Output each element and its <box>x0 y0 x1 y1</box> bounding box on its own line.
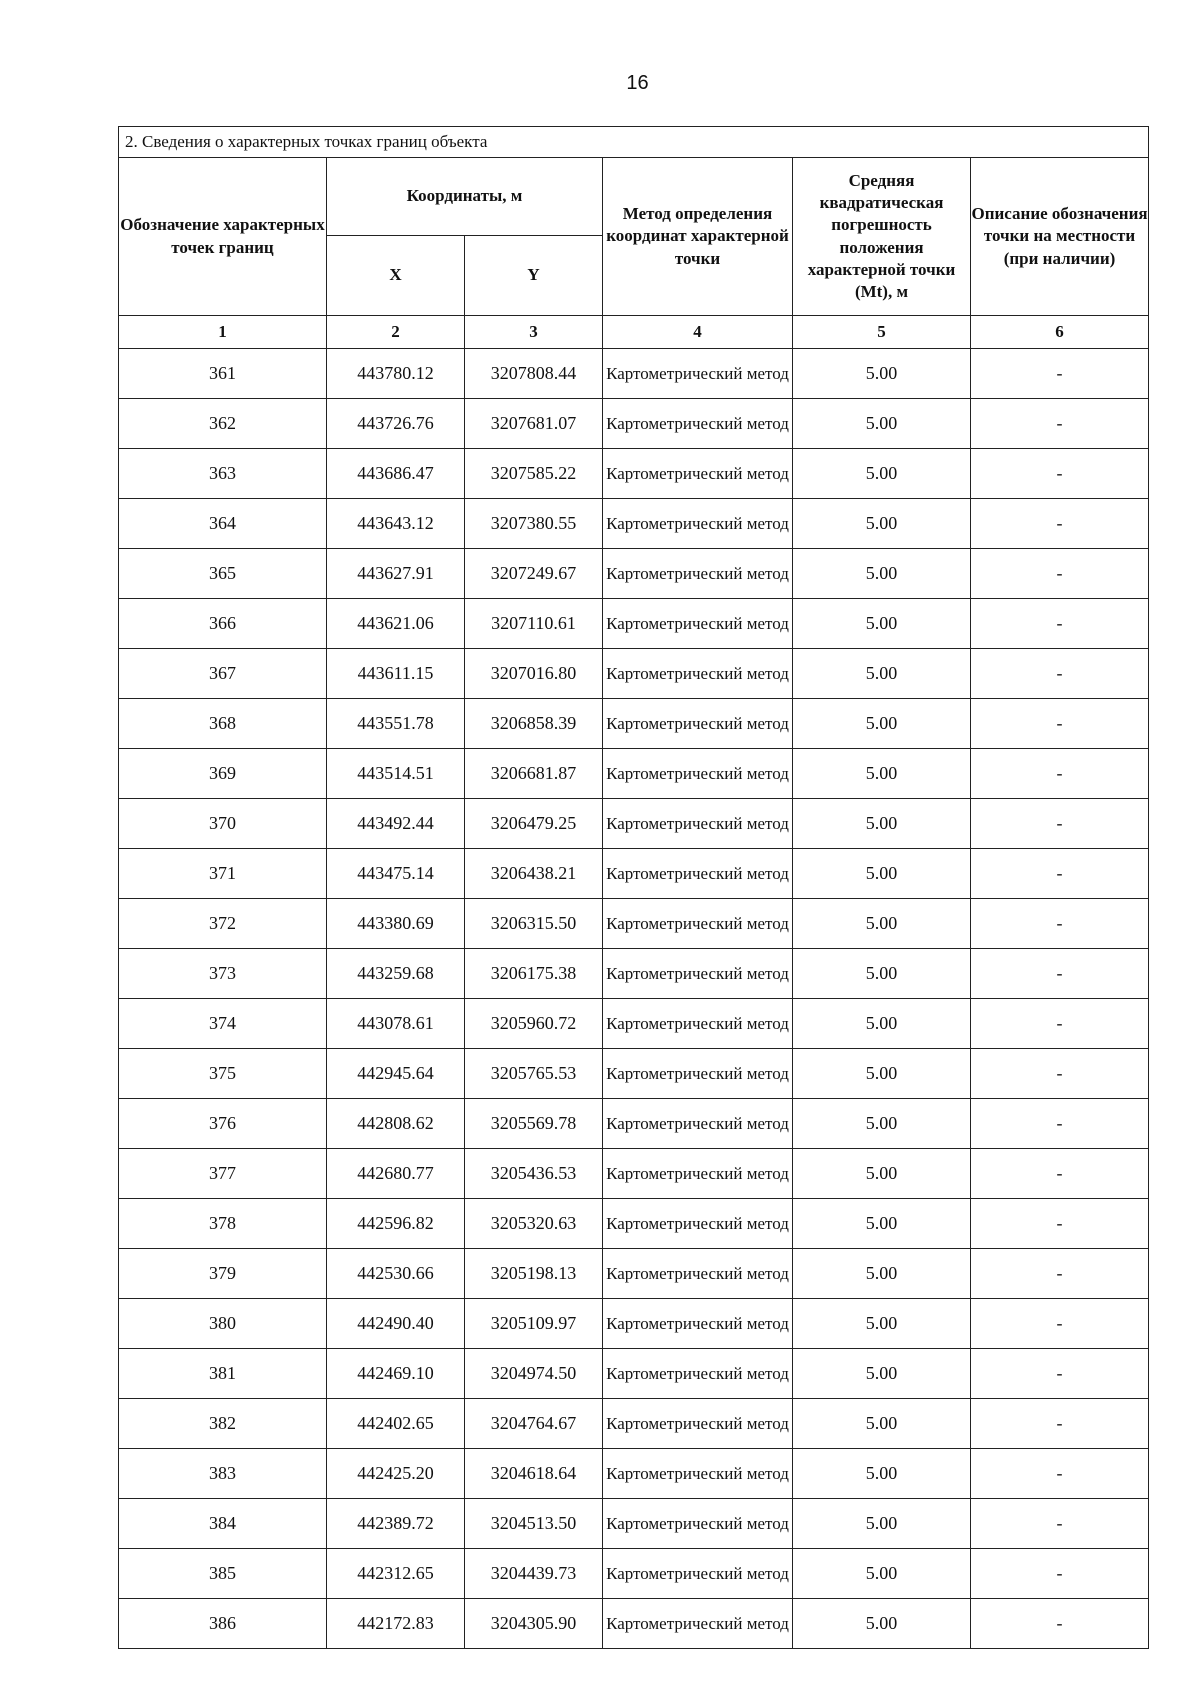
table-row <box>119 1199 1149 1249</box>
error-cell: 5.00 <box>793 399 971 449</box>
description-cell: - <box>971 1499 1149 1549</box>
x-coordinate-cell: 442389.72 <box>327 1499 465 1549</box>
description-cell: - <box>971 649 1149 699</box>
header-y: Y <box>465 236 603 316</box>
x-coordinate-cell: 442945.64 <box>327 1049 465 1099</box>
method-cell: Картометрический метод <box>603 1299 793 1349</box>
table-row <box>119 799 1149 849</box>
point-number-cell: 367 <box>119 649 327 699</box>
x-coordinate-cell: 443621.06 <box>327 599 465 649</box>
boundary-points-table <box>118 126 1149 1649</box>
description-cell: - <box>971 1599 1149 1649</box>
table-row <box>119 499 1149 549</box>
point-number-cell: 365 <box>119 549 327 599</box>
point-number-cell: 385 <box>119 1549 327 1599</box>
x-coordinate-cell: 443078.61 <box>327 999 465 1049</box>
header-description: Описание обозначения точки на местности (при наличии) <box>971 158 1149 316</box>
y-coordinate-cell: 3206438.21 <box>465 849 603 899</box>
method-cell: Картометрический метод <box>603 999 793 1049</box>
header-x: X <box>327 236 465 316</box>
method-cell: Картометрический метод <box>603 1599 793 1649</box>
table-row <box>119 699 1149 749</box>
method-cell: Картометрический метод <box>603 799 793 849</box>
point-number-cell: 363 <box>119 449 327 499</box>
y-coordinate-cell: 3205765.53 <box>465 1049 603 1099</box>
description-cell: - <box>971 349 1149 399</box>
method-cell: Картометрический метод <box>603 1149 793 1199</box>
error-cell: 5.00 <box>793 1549 971 1599</box>
table-row <box>119 1299 1149 1349</box>
description-cell: - <box>971 599 1149 649</box>
y-coordinate-cell: 3207016.80 <box>465 649 603 699</box>
x-coordinate-cell: 442172.83 <box>327 1599 465 1649</box>
error-cell: 5.00 <box>793 1149 971 1199</box>
y-coordinate-cell: 3207585.22 <box>465 449 603 499</box>
point-number-cell: 376 <box>119 1099 327 1149</box>
description-cell: - <box>971 1299 1149 1349</box>
error-cell: 5.00 <box>793 1199 971 1249</box>
point-number-cell: 372 <box>119 899 327 949</box>
description-cell: - <box>971 1249 1149 1299</box>
table-row <box>119 849 1149 899</box>
table-row <box>119 1249 1149 1299</box>
table-row <box>119 1449 1149 1499</box>
method-cell: Картометрический метод <box>603 949 793 999</box>
method-cell: Картометрический метод <box>603 349 793 399</box>
table-row <box>119 1099 1149 1149</box>
x-coordinate-cell: 443514.51 <box>327 749 465 799</box>
description-cell: - <box>971 1099 1149 1149</box>
header-method: Метод определения координат характерной точки <box>603 158 793 316</box>
y-coordinate-cell: 3205436.53 <box>465 1149 603 1199</box>
x-coordinate-cell: 443627.91 <box>327 549 465 599</box>
description-cell: - <box>971 1049 1149 1099</box>
x-coordinate-cell: 442312.65 <box>327 1549 465 1599</box>
x-coordinate-cell: 443643.12 <box>327 499 465 549</box>
method-cell: Картометрический метод <box>603 599 793 649</box>
point-number-cell: 369 <box>119 749 327 799</box>
y-coordinate-cell: 3205198.13 <box>465 1249 603 1299</box>
y-coordinate-cell: 3207681.07 <box>465 399 603 449</box>
point-number-cell: 377 <box>119 1149 327 1199</box>
y-coordinate-cell: 3206681.87 <box>465 749 603 799</box>
table-row <box>119 749 1149 799</box>
method-cell: Картометрический метод <box>603 899 793 949</box>
point-number-cell: 362 <box>119 399 327 449</box>
description-cell: - <box>971 699 1149 749</box>
column-numbers-row <box>119 316 1149 349</box>
error-cell: 5.00 <box>793 499 971 549</box>
method-cell: Картометрический метод <box>603 499 793 549</box>
table-row <box>119 999 1149 1049</box>
point-number-cell: 366 <box>119 599 327 649</box>
point-number-cell: 380 <box>119 1299 327 1349</box>
error-cell: 5.00 <box>793 549 971 599</box>
y-coordinate-cell: 3205320.63 <box>465 1199 603 1249</box>
header-error: Средняя квадратическая погрешность положения характерной точки (Mt), м <box>793 158 971 316</box>
y-coordinate-cell: 3204513.50 <box>465 1499 603 1549</box>
y-coordinate-cell: 3206858.39 <box>465 699 603 749</box>
error-cell: 5.00 <box>793 799 971 849</box>
x-coordinate-cell: 443551.78 <box>327 699 465 749</box>
header-coordinates: Координаты, м <box>327 158 603 236</box>
table-body <box>119 349 1149 1649</box>
header-designation: Обозначение характерных точек границ <box>119 158 327 316</box>
column-number: 5 <box>793 316 971 349</box>
method-cell: Картометрический метод <box>603 749 793 799</box>
x-coordinate-cell: 443726.76 <box>327 399 465 449</box>
x-coordinate-cell: 443611.15 <box>327 649 465 699</box>
description-cell: - <box>971 1549 1149 1599</box>
column-number: 2 <box>327 316 465 349</box>
point-number-cell: 370 <box>119 799 327 849</box>
y-coordinate-cell: 3205109.97 <box>465 1299 603 1349</box>
error-cell: 5.00 <box>793 449 971 499</box>
error-cell: 5.00 <box>793 1449 971 1499</box>
table-row <box>119 449 1149 499</box>
error-cell: 5.00 <box>793 999 971 1049</box>
description-cell: - <box>971 1399 1149 1449</box>
point-number-cell: 373 <box>119 949 327 999</box>
table-row <box>119 599 1149 649</box>
error-cell: 5.00 <box>793 1349 971 1399</box>
description-cell: - <box>971 1449 1149 1499</box>
description-cell: - <box>971 449 1149 499</box>
y-coordinate-cell: 3204439.73 <box>465 1549 603 1599</box>
method-cell: Картометрический метод <box>603 849 793 899</box>
y-coordinate-cell: 3204974.50 <box>465 1349 603 1399</box>
description-cell: - <box>971 1199 1149 1249</box>
table-row <box>119 1399 1149 1449</box>
table-row <box>119 949 1149 999</box>
method-cell: Картометрический метод <box>603 1499 793 1549</box>
description-cell: - <box>971 799 1149 849</box>
method-cell: Картометрический метод <box>603 549 793 599</box>
method-cell: Картометрический метод <box>603 1549 793 1599</box>
error-cell: 5.00 <box>793 899 971 949</box>
description-cell: - <box>971 749 1149 799</box>
description-cell: - <box>971 1149 1149 1199</box>
point-number-cell: 382 <box>119 1399 327 1449</box>
error-cell: 5.00 <box>793 1599 971 1649</box>
table-row <box>119 1149 1149 1199</box>
method-cell: Картометрический метод <box>603 1199 793 1249</box>
method-cell: Картометрический метод <box>603 649 793 699</box>
table-row <box>119 899 1149 949</box>
column-number: 3 <box>465 316 603 349</box>
column-number: 6 <box>971 316 1149 349</box>
y-coordinate-cell: 3207110.61 <box>465 599 603 649</box>
page-number: 16 <box>626 72 649 94</box>
error-cell: 5.00 <box>793 949 971 999</box>
error-cell: 5.00 <box>793 599 971 649</box>
error-cell: 5.00 <box>793 1299 971 1349</box>
x-coordinate-cell: 443492.44 <box>327 799 465 849</box>
error-cell: 5.00 <box>793 649 971 699</box>
x-coordinate-cell: 443686.47 <box>327 449 465 499</box>
table-row <box>119 399 1149 449</box>
y-coordinate-cell: 3207380.55 <box>465 499 603 549</box>
x-coordinate-cell: 442469.10 <box>327 1349 465 1399</box>
table-row <box>119 649 1149 699</box>
x-coordinate-cell: 442680.77 <box>327 1149 465 1199</box>
y-coordinate-cell: 3204618.64 <box>465 1449 603 1499</box>
table-row <box>119 1549 1149 1599</box>
y-coordinate-cell: 3206175.38 <box>465 949 603 999</box>
x-coordinate-cell: 442425.20 <box>327 1449 465 1499</box>
y-coordinate-cell: 3206315.50 <box>465 899 603 949</box>
point-number-cell: 379 <box>119 1249 327 1299</box>
description-cell: - <box>971 1349 1149 1399</box>
column-number: 1 <box>119 316 327 349</box>
point-number-cell: 364 <box>119 499 327 549</box>
method-cell: Картометрический метод <box>603 699 793 749</box>
method-cell: Картометрический метод <box>603 1049 793 1099</box>
table-row <box>119 349 1149 399</box>
x-coordinate-cell: 442808.62 <box>327 1099 465 1149</box>
description-cell: - <box>971 949 1149 999</box>
method-cell: Картометрический метод <box>603 449 793 499</box>
description-cell: - <box>971 899 1149 949</box>
point-number-cell: 371 <box>119 849 327 899</box>
description-cell: - <box>971 999 1149 1049</box>
description-cell: - <box>971 549 1149 599</box>
x-coordinate-cell: 443380.69 <box>327 899 465 949</box>
point-number-cell: 378 <box>119 1199 327 1249</box>
method-cell: Картометрический метод <box>603 1349 793 1399</box>
y-coordinate-cell: 3207249.67 <box>465 549 603 599</box>
method-cell: Картометрический метод <box>603 1399 793 1449</box>
method-cell: Картометрический метод <box>603 1099 793 1149</box>
description-cell: - <box>971 499 1149 549</box>
error-cell: 5.00 <box>793 849 971 899</box>
x-coordinate-cell: 443259.68 <box>327 949 465 999</box>
point-number-cell: 375 <box>119 1049 327 1099</box>
column-number: 4 <box>603 316 793 349</box>
y-coordinate-cell: 3205960.72 <box>465 999 603 1049</box>
table-row <box>119 1349 1149 1399</box>
point-number-cell: 384 <box>119 1499 327 1549</box>
x-coordinate-cell: 442596.82 <box>327 1199 465 1249</box>
point-number-cell: 386 <box>119 1599 327 1649</box>
section-title: 2. Сведения о характерных точках границ объекта <box>119 127 1149 158</box>
x-coordinate-cell: 443475.14 <box>327 849 465 899</box>
method-cell: Картометрический метод <box>603 399 793 449</box>
point-number-cell: 368 <box>119 699 327 749</box>
error-cell: 5.00 <box>793 1249 971 1299</box>
x-coordinate-cell: 443780.12 <box>327 349 465 399</box>
error-cell: 5.00 <box>793 1399 971 1449</box>
x-coordinate-cell: 442402.65 <box>327 1399 465 1449</box>
y-coordinate-cell: 3205569.78 <box>465 1099 603 1149</box>
x-coordinate-cell: 442530.66 <box>327 1249 465 1299</box>
method-cell: Картометрический метод <box>603 1249 793 1299</box>
y-coordinate-cell: 3206479.25 <box>465 799 603 849</box>
table-row <box>119 1499 1149 1549</box>
description-cell: - <box>971 399 1149 449</box>
table-row <box>119 549 1149 599</box>
error-cell: 5.00 <box>793 1049 971 1099</box>
method-cell: Картометрический метод <box>603 1449 793 1499</box>
table-row <box>119 1049 1149 1099</box>
point-number-cell: 381 <box>119 1349 327 1399</box>
y-coordinate-cell: 3204305.90 <box>465 1599 603 1649</box>
table-row <box>119 1599 1149 1649</box>
description-cell: - <box>971 849 1149 899</box>
error-cell: 5.00 <box>793 1499 971 1549</box>
error-cell: 5.00 <box>793 749 971 799</box>
error-cell: 5.00 <box>793 349 971 399</box>
error-cell: 5.00 <box>793 699 971 749</box>
point-number-cell: 361 <box>119 349 327 399</box>
y-coordinate-cell: 3207808.44 <box>465 349 603 399</box>
y-coordinate-cell: 3204764.67 <box>465 1399 603 1449</box>
x-coordinate-cell: 442490.40 <box>327 1299 465 1349</box>
point-number-cell: 374 <box>119 999 327 1049</box>
point-number-cell: 383 <box>119 1449 327 1499</box>
error-cell: 5.00 <box>793 1099 971 1149</box>
